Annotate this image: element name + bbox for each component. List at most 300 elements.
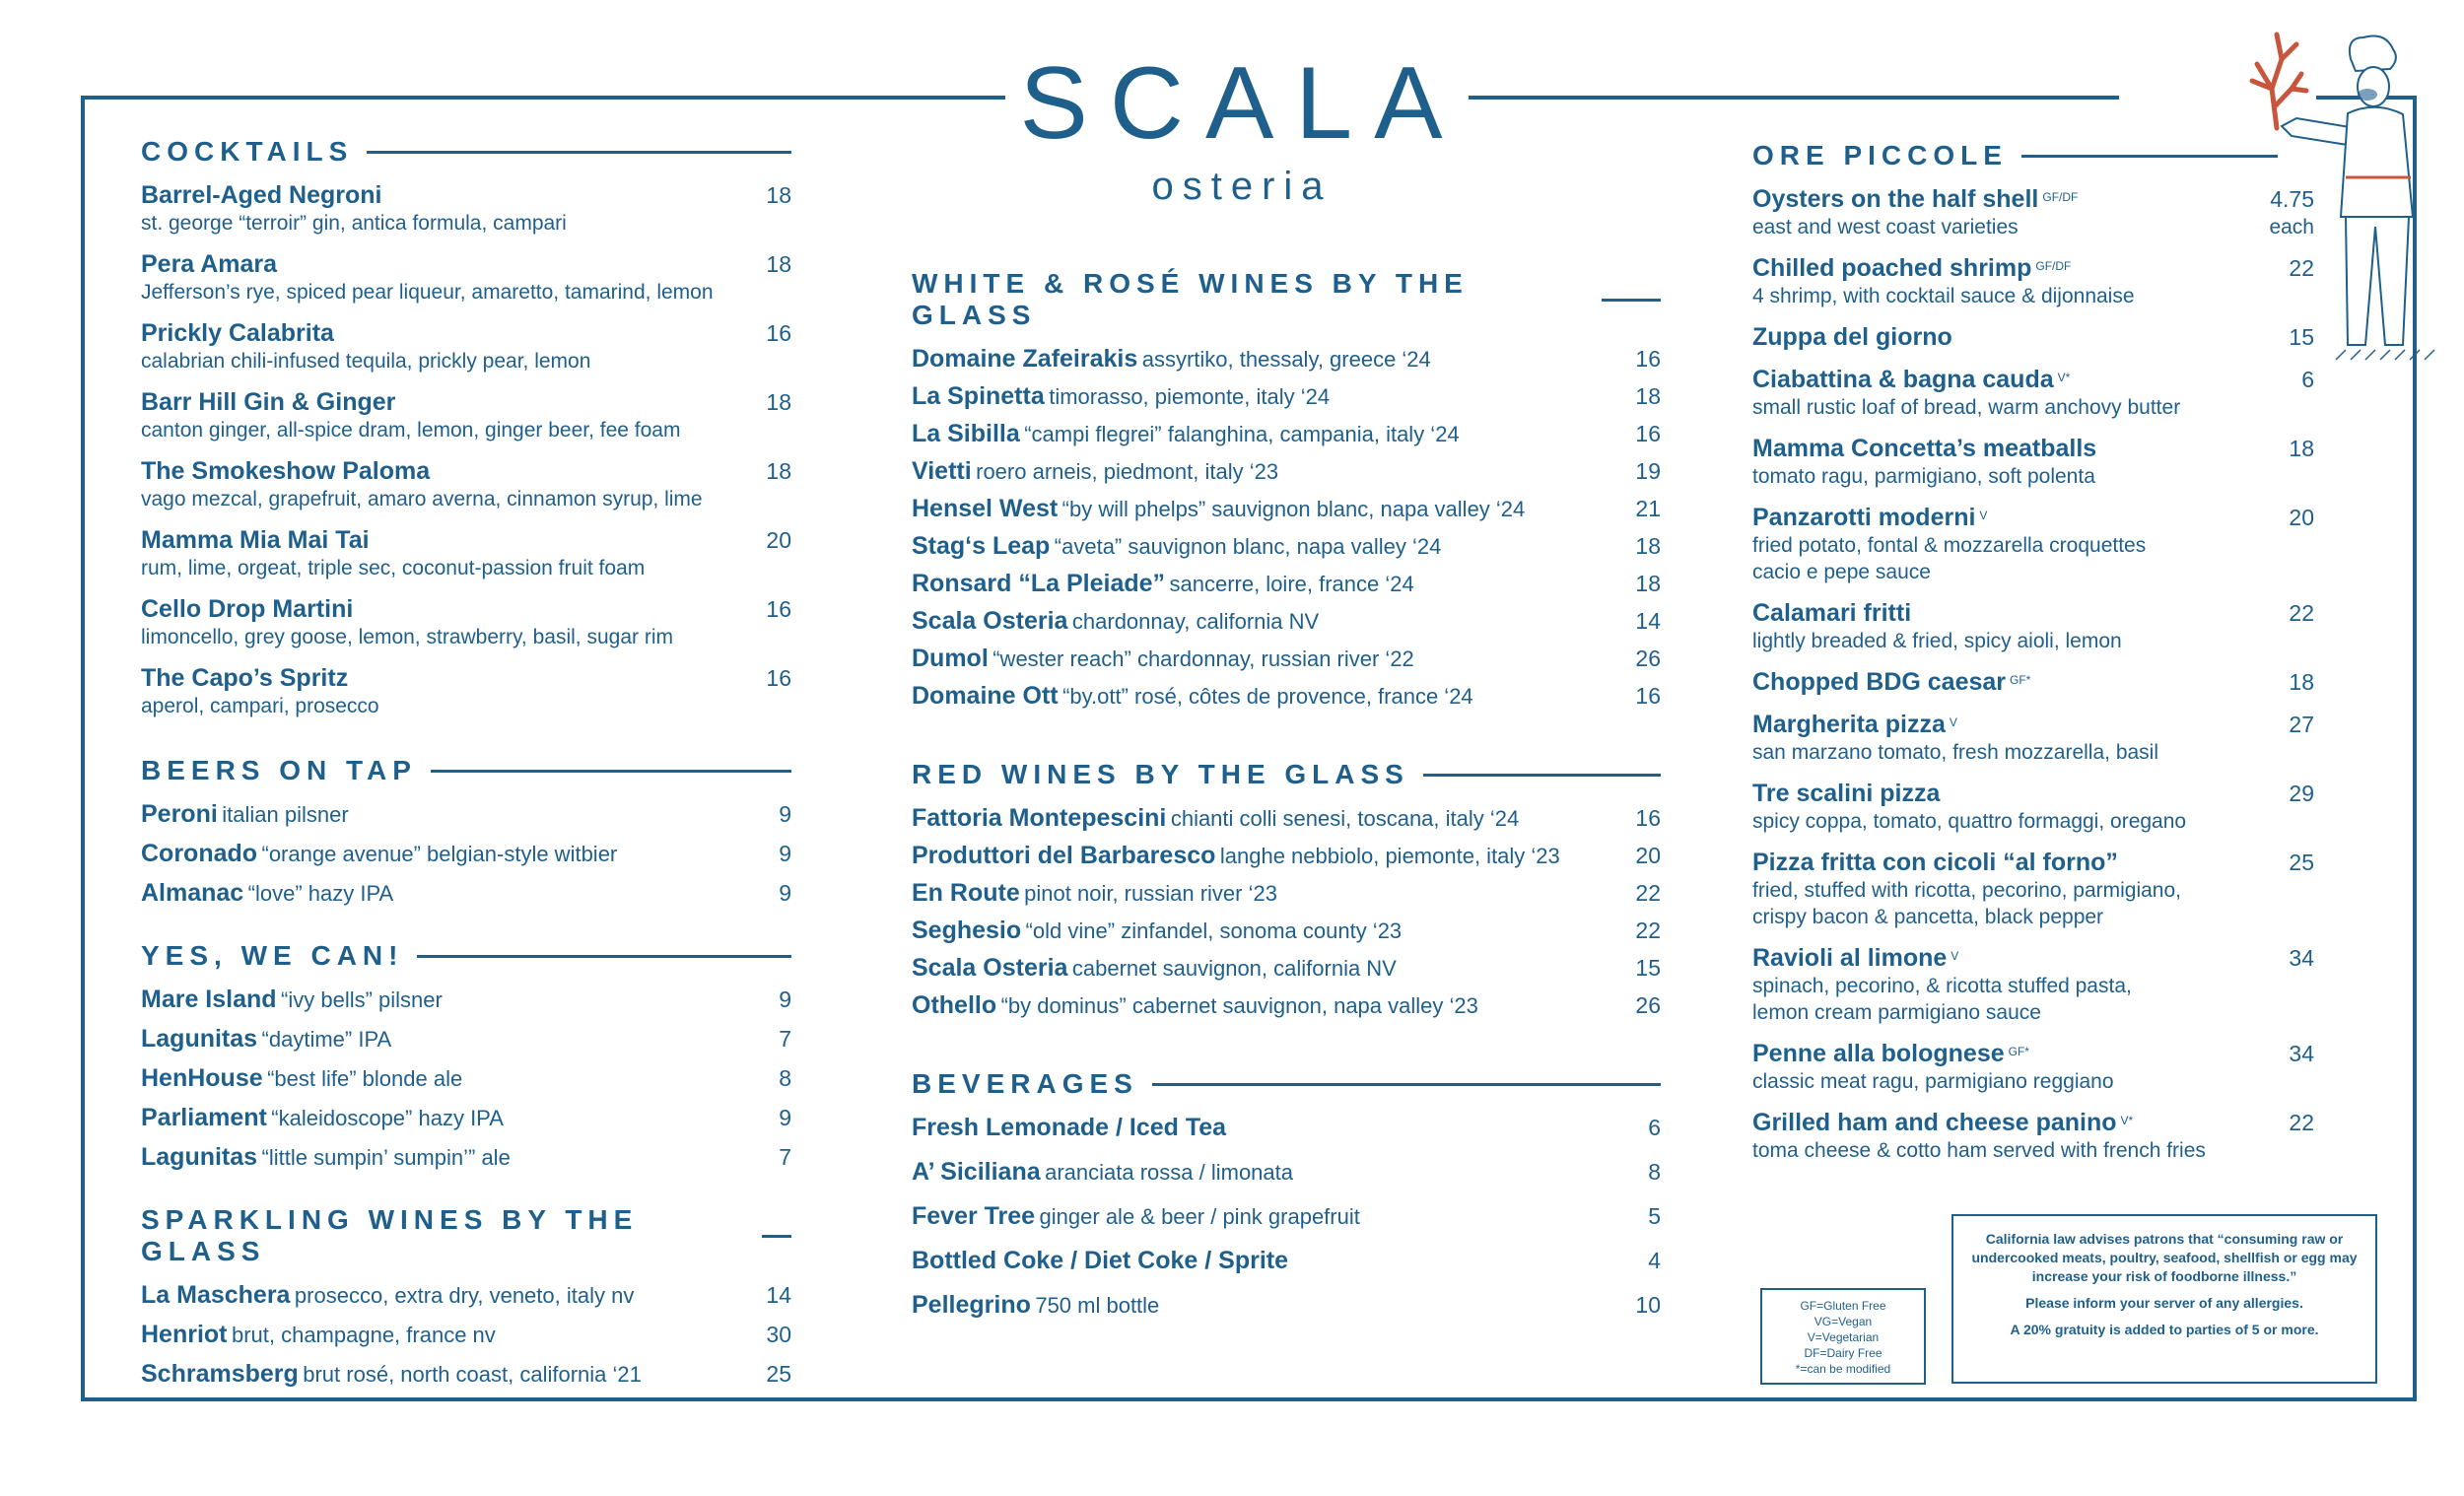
menu-item-desc: rum, lime, orgeat, triple sec, coconut-passion fruit foam xyxy=(141,557,646,579)
menu-item xyxy=(912,1202,1661,1231)
menu-item-price: 16 xyxy=(766,320,791,346)
menu-item-title xyxy=(141,840,732,868)
menu-item-title xyxy=(912,879,1602,908)
menu-item-price: 18 xyxy=(766,458,791,484)
menu-item-name: La Maschera xyxy=(141,1281,291,1309)
menu-item xyxy=(141,388,791,443)
menu-item-name: En Route xyxy=(912,879,1020,907)
menu-item-name: Tre scalini pizza xyxy=(1752,780,1941,807)
menu-item-title xyxy=(141,664,732,693)
sparkling-heading: SPARKLING WINES BY THE GLASS xyxy=(141,1204,791,1267)
ore-list xyxy=(1752,185,2314,1164)
menu-item-price: 6 xyxy=(2301,367,2314,392)
menu-item-name: Panzarotti moderni xyxy=(1752,504,1976,531)
menu-item-desc: toma cheese & cotto ham served with french fries xyxy=(1752,1139,2206,1162)
menu-item xyxy=(912,1247,1661,1275)
menu-item-name: Chopped BDG caesar xyxy=(1752,668,2007,696)
menu-item xyxy=(1752,435,2314,490)
menu-item xyxy=(912,532,1661,561)
menu-item-title xyxy=(141,319,732,348)
menu-item-header xyxy=(1752,668,2314,697)
menu-item-desc: “by will phelps” sauvignon blanc, napa valley ‘24 xyxy=(1061,497,1526,521)
menu-item-title xyxy=(1752,599,2255,628)
menu-item-header xyxy=(1752,1040,2314,1068)
menu-item-header xyxy=(1752,366,2314,394)
menu-item-desc-row xyxy=(1752,739,2314,766)
menu-item-header xyxy=(141,181,791,210)
menu-item-price: 16 xyxy=(766,596,791,622)
menu-item xyxy=(1752,599,2314,654)
menu-item-price: 15 xyxy=(1635,955,1661,981)
menu-item-title xyxy=(141,1104,732,1132)
menu-item-header xyxy=(141,388,791,417)
menu-item-desc: “by dominus” cabernet sauvignon, napa valley ‘23 xyxy=(1000,993,1478,1018)
menu-item-price: 21 xyxy=(1635,496,1661,521)
menu-item xyxy=(912,345,1661,374)
menu-item-price: 22 xyxy=(2289,255,2314,281)
menu-item xyxy=(1752,780,2314,835)
menu-item-title xyxy=(1752,944,2255,973)
menu-item-price: 20 xyxy=(766,527,791,553)
menu-item-header xyxy=(141,319,791,348)
menu-item-title xyxy=(141,388,732,417)
menu-item-title xyxy=(141,879,732,908)
menu-item-title xyxy=(912,991,1602,1020)
menu-item-desc: vago mezcal, grapefruit, amaro averna, cinnamon syrup, lime xyxy=(141,488,703,510)
menu-item xyxy=(1752,944,2314,1026)
menu-item-header xyxy=(141,664,791,693)
menu-item-name: Parliament xyxy=(141,1104,267,1131)
menu-item-desc-row xyxy=(141,693,791,719)
menu-item-price: 18 xyxy=(1635,383,1661,409)
menu-item-desc: aranciata rossa / limonata xyxy=(1045,1160,1293,1185)
menu-item-desc: cabernet sauvignon, california NV xyxy=(1071,956,1397,981)
menu-item-title xyxy=(141,457,732,486)
menu-item-price: 4.75 xyxy=(2270,186,2314,212)
menu-item-desc: canton ginger, all-spice dram, lemon, ginger beer, fee foam xyxy=(141,419,681,442)
menu-item-name: Lagunitas xyxy=(141,1025,258,1053)
menu-item-title xyxy=(1752,849,2255,877)
menu-item-name: Seghesio xyxy=(912,917,1022,944)
menu-item-title xyxy=(912,645,1602,673)
menu-item-title xyxy=(912,954,1602,983)
menu-item-price: 22 xyxy=(1635,918,1661,943)
menu-item-name: Oysters on the half shell xyxy=(1752,185,2039,213)
menu-item-name: Henriot xyxy=(141,1321,228,1348)
menu-item-desc: tomato ragu, parmigiano, soft polenta xyxy=(1752,465,2095,488)
notice-allergies: Please inform your server of any allergies. xyxy=(2025,1295,2303,1311)
menu-item xyxy=(1752,1109,2314,1164)
menu-item-desc: limoncello, grey goose, lemon, strawberry, basil, sugar rim xyxy=(141,626,673,648)
menu-item-name: Zuppa del giorno xyxy=(1752,323,1952,351)
menu-item xyxy=(1752,185,2314,240)
menu-item-desc: sancerre, loire, france ‘24 xyxy=(1169,572,1414,596)
column-drinks-left xyxy=(141,136,791,1399)
menu-item-price: 5 xyxy=(1648,1203,1661,1229)
menu-item-desc: “kaleidoscope” hazy IPA xyxy=(271,1106,504,1130)
menu-item xyxy=(912,1114,1661,1142)
red-heading: RED WINES BY THE GLASS xyxy=(912,759,1661,790)
menu-item xyxy=(1752,668,2314,697)
menu-item xyxy=(141,181,791,237)
menu-item-desc-row xyxy=(141,486,791,512)
menu-item-desc: spinach, pecorino, & ricotta stuffed pasta, xyxy=(1752,975,2132,997)
notice-consumption: California law advises patrons that “consuming raw or undercooked meats, poultry, seafood, shellfish or egg may increase your risk of foodborne illness.” xyxy=(1971,1231,2358,1284)
menu-item-header xyxy=(1752,185,2314,214)
menu-item xyxy=(912,495,1661,523)
menu-item xyxy=(141,526,791,581)
menu-item-name: Scala Osteria xyxy=(912,607,1068,635)
menu-item-name: La Spinetta xyxy=(912,382,1045,410)
dietary-tag: GF* xyxy=(2010,672,2031,687)
menu-item-name: Pizza fritta con cicoli “al forno” xyxy=(1752,849,2118,876)
menu-item-name: Domaine Zafeirakis xyxy=(912,345,1138,373)
menu-item-title xyxy=(912,495,1602,523)
menu-item-name: Ravioli al limone xyxy=(1752,944,1948,972)
menu-item-price: 18 xyxy=(766,182,791,208)
dietary-tag: V* xyxy=(2120,1113,2134,1127)
menu-item-name: Stag‘s Leap xyxy=(912,532,1051,560)
menu-item-title xyxy=(912,1291,1602,1320)
menu-item-title xyxy=(141,595,732,624)
menu-item-desc: ginger ale & beer / pink grapefruit xyxy=(1039,1204,1360,1229)
menu-item xyxy=(1752,504,2314,585)
menu-item-title xyxy=(912,532,1602,561)
menu-item-title xyxy=(912,570,1602,598)
menu-item-name: La Sibilla xyxy=(912,420,1020,447)
menu-item xyxy=(912,991,1661,1020)
menu-item-price: 18 xyxy=(2289,436,2314,461)
menu-item-desc: “love” hazy IPA xyxy=(247,881,394,906)
menu-item-price: 14 xyxy=(766,1282,791,1308)
menu-item-name: Almanac xyxy=(141,879,244,907)
menu-item-desc-row xyxy=(1752,283,2314,309)
menu-item-desc-row xyxy=(1752,628,2314,654)
menu-item-title xyxy=(912,382,1602,411)
menu-item-title xyxy=(912,1158,1602,1187)
menu-item-desc: Jefferson’s rye, spiced pear liqueur, amaretto, tamarind, lemon xyxy=(141,281,714,304)
menu-item-price: 16 xyxy=(1635,805,1661,831)
menu-item-desc: classic meat ragu, parmigiano reggiano xyxy=(1752,1070,2114,1093)
menu-item-price: 9 xyxy=(779,1105,791,1130)
white-list xyxy=(912,345,1661,711)
menu-item-price: 25 xyxy=(766,1361,791,1387)
menu-item-title xyxy=(1752,780,2255,808)
menu-item-title xyxy=(912,345,1602,374)
dietary-tag: V* xyxy=(2057,370,2071,384)
menu-item-price: 14 xyxy=(1635,608,1661,634)
menu-item-header xyxy=(1752,1109,2314,1137)
sparkling-list xyxy=(141,1281,791,1389)
menu-item-price: 29 xyxy=(2289,781,2314,806)
menu-item-desc: “old vine” zinfandel, sonoma county ‘23 xyxy=(1025,918,1403,943)
menu-item-desc: “by.ott” rosé, côtes de provence, france ‘24 xyxy=(1062,684,1473,709)
menu-item-title xyxy=(141,250,732,279)
menu-item-price: 8 xyxy=(779,1065,791,1091)
menu-item xyxy=(141,457,791,512)
menu-item-price: 22 xyxy=(2289,600,2314,626)
menu-item xyxy=(1752,254,2314,309)
menu-item-desc: assyrtiko, thessaly, greece ‘24 xyxy=(1141,347,1431,372)
menu-item-price: 18 xyxy=(766,251,791,277)
menu-item-desc-row xyxy=(1752,1068,2314,1095)
menu-item xyxy=(141,800,791,829)
menu-item xyxy=(912,954,1661,983)
white-heading: WHITE & ROSÉ WINES BY THE GLASS xyxy=(912,268,1661,331)
menu-item-desc-row xyxy=(141,624,791,650)
menu-item xyxy=(1752,711,2314,766)
menu-item-header xyxy=(141,526,791,555)
menu-item-desc-row xyxy=(1752,1137,2314,1164)
menu-item-name: Schramsberg xyxy=(141,1360,299,1388)
menu-item-header xyxy=(1752,711,2314,739)
menu-item-header xyxy=(1752,254,2314,283)
menu-item-price: 18 xyxy=(766,389,791,415)
menu-item xyxy=(912,570,1661,598)
menu-item-name: Barr Hill Gin & Ginger xyxy=(141,388,396,416)
menu-item-desc-row xyxy=(141,210,791,237)
menu-item-desc-row xyxy=(141,417,791,443)
menu-item-title xyxy=(912,1247,1602,1275)
menu-item-price: 22 xyxy=(1635,880,1661,906)
menu-item-desc: crispy bacon & pancetta, black pepper xyxy=(1752,906,2104,928)
dietary-tag: V xyxy=(1979,508,1988,522)
menu-item-desc: aperol, campari, prosecco xyxy=(141,695,379,717)
menu-item-header xyxy=(1752,944,2314,973)
menu-item-name: Hensel West xyxy=(912,495,1059,522)
menu-item-desc: “ivy bells” pilsner xyxy=(281,987,443,1012)
dietary-legend xyxy=(1760,1288,1926,1385)
menu-item-title xyxy=(912,607,1602,636)
menu-item-desc: lemon cream parmigiano sauce xyxy=(1752,1001,2041,1024)
menu-item-price: 18 xyxy=(1635,533,1661,559)
menu-item-title xyxy=(1752,254,2255,283)
menu-item-desc-row xyxy=(1752,973,2314,999)
menu-item xyxy=(141,879,791,908)
menu-item-title xyxy=(141,526,732,555)
menu-item xyxy=(141,986,791,1014)
menu-item-price: 20 xyxy=(1635,843,1661,868)
menu-item-price: 9 xyxy=(779,880,791,906)
menu-item-header xyxy=(1752,780,2314,808)
menu-item-title xyxy=(141,1064,732,1093)
menu-item-title xyxy=(912,1202,1602,1231)
menu-item-name: Pera Amara xyxy=(141,250,278,278)
menu-item-desc: 750 ml bottle xyxy=(1035,1293,1160,1318)
logo-sub: osteria xyxy=(1151,165,1333,208)
menu-item-title xyxy=(1752,504,2255,532)
menu-item-title xyxy=(1752,366,2255,394)
menu-item-price: 26 xyxy=(1635,992,1661,1018)
menu-item-header xyxy=(1752,849,2314,877)
menu-item xyxy=(141,1360,791,1389)
menu-item xyxy=(912,917,1661,945)
menu-item-title xyxy=(1752,185,2255,214)
menu-item-header xyxy=(1752,504,2314,532)
menu-item-name: Lagunitas xyxy=(141,1143,258,1171)
menu-item-price: 16 xyxy=(1635,346,1661,372)
menu-item-title xyxy=(141,986,732,1014)
menu-item-title xyxy=(141,800,732,829)
beverages-heading: BEVERAGES xyxy=(912,1068,1661,1100)
menu-item-title xyxy=(141,1360,732,1389)
menu-item-desc: “aveta” sauvignon blanc, napa valley ‘24 xyxy=(1054,534,1442,559)
menu-item-name: Vietti xyxy=(912,457,972,485)
menu-item-desc-row xyxy=(141,279,791,306)
menu-item-price: 16 xyxy=(1635,421,1661,446)
notice-gratuity: A 20% gratuity is added to parties of 5 or more. xyxy=(2010,1322,2319,1337)
menu-item-price: 34 xyxy=(2289,945,2314,971)
menu-item xyxy=(1752,366,2314,421)
dietary-tag: GF/DF xyxy=(2042,189,2079,204)
menu-item-price: 9 xyxy=(779,801,791,827)
menu-item-name: Prickly Calabrita xyxy=(141,319,334,347)
menu-item-name: Scala Osteria xyxy=(912,954,1068,982)
menu-item-name: Dumol xyxy=(912,645,989,672)
menu-item xyxy=(912,804,1661,833)
menu-item-desc-row xyxy=(1752,394,2314,421)
menu-item xyxy=(912,607,1661,636)
menu-item-name: The Smokeshow Paloma xyxy=(141,457,431,485)
logo xyxy=(1015,46,1469,211)
menu-item xyxy=(1752,323,2314,352)
menu-item-name: Peroni xyxy=(141,800,218,828)
menu-item-price: 27 xyxy=(2289,712,2314,737)
menu-item-desc: italian pilsner xyxy=(222,802,349,827)
menu-item xyxy=(912,420,1661,448)
menu-item xyxy=(141,1025,791,1054)
menu-item-name: Mamma Concetta’s meatballs xyxy=(1752,435,2097,462)
menu-item-title xyxy=(1752,1109,2255,1137)
menu-item-name: A’ Siciliana xyxy=(912,1158,1041,1186)
menu-item-title xyxy=(141,1143,732,1172)
menu-item-title xyxy=(1752,435,2255,463)
menu-item-desc-row xyxy=(1752,877,2314,904)
menu-item-price: 4 xyxy=(1648,1248,1661,1273)
menu-item-title xyxy=(912,420,1602,448)
menu-item xyxy=(141,1143,791,1172)
menu-item xyxy=(141,319,791,374)
menu-item xyxy=(912,457,1661,486)
beers-list xyxy=(141,800,791,908)
menu-item-name: Mamma Mia Mai Tai xyxy=(141,526,370,554)
menu-item xyxy=(141,1064,791,1093)
legend-line: DF=Dairy Free xyxy=(1804,1346,1882,1360)
menu-item-desc: brut, champagne, france nv xyxy=(231,1323,496,1347)
menu-item xyxy=(141,1321,791,1349)
menu-item-desc-row xyxy=(1752,214,2314,240)
menu-item-price-unit: each xyxy=(2269,216,2314,238)
menu-item-desc: spicy coppa, tomato, quattro formaggi, oregano xyxy=(1752,810,2187,833)
menu-item-title xyxy=(912,804,1602,833)
red-list xyxy=(912,804,1661,1020)
menu-item-desc: pinot noir, russian river ‘23 xyxy=(1024,881,1277,906)
ore-heading: ORE PICCOLE xyxy=(1752,140,2314,171)
menu-item-price: 16 xyxy=(1635,683,1661,709)
menu-item-desc: “wester reach” chardonnay, russian river ‘22 xyxy=(992,646,1414,671)
menu-item-price: 7 xyxy=(779,1144,791,1170)
menu-item-name: Othello xyxy=(912,991,997,1019)
column-wines xyxy=(912,268,1661,1335)
menu-item-name: Barrel-Aged Negroni xyxy=(141,181,382,209)
menu-item-desc: “campi flegrei” falanghina, campania, italy ‘24 xyxy=(1024,422,1460,446)
menu-item-price: 10 xyxy=(1635,1292,1661,1318)
menu-item-desc: cacio e pepe sauce xyxy=(1752,561,1931,583)
menu-item xyxy=(912,645,1661,673)
menu-item-desc-row xyxy=(1752,532,2314,559)
menu-item-price: 18 xyxy=(1635,571,1661,596)
menu-item-price: 18 xyxy=(2289,669,2314,695)
menu-item-desc: small rustic loaf of bread, warm anchovy butter xyxy=(1752,396,2181,419)
menu-item-price: 22 xyxy=(2289,1110,2314,1135)
menu-item-desc: chianti colli senesi, toscana, italy ‘24 xyxy=(1170,806,1520,831)
cocktails-list xyxy=(141,181,791,719)
menu-item-title xyxy=(141,1321,732,1349)
menu-item xyxy=(141,595,791,650)
menu-item xyxy=(141,1281,791,1310)
menu-item-title xyxy=(912,1114,1602,1142)
menu-item-desc: “orange avenue” belgian-style witbier xyxy=(261,842,618,866)
column-food xyxy=(1752,140,2314,1178)
menu-item-desc: brut rosé, north coast, california ‘21 xyxy=(303,1362,642,1387)
menu-item-price: 30 xyxy=(766,1322,791,1347)
menu-item-name: Bottled Coke / Diet Coke / Sprite xyxy=(912,1247,1289,1274)
menu-item-header xyxy=(141,457,791,486)
menu-item-desc: fried, stuffed with ricotta, pecorino, parmigiano, xyxy=(1752,879,2182,902)
menu-item-desc: st. george “terroir” gin, antica formula, campari xyxy=(141,212,567,235)
dietary-tag: V xyxy=(1951,948,1959,963)
menu-item-title xyxy=(912,917,1602,945)
cans-list xyxy=(141,986,791,1172)
menu-item-name: Domaine Ott xyxy=(912,682,1059,710)
menu-item-header xyxy=(1752,599,2314,628)
legend-line: *=can be modified xyxy=(1795,1362,1891,1376)
menu-item-desc: 4 shrimp, with cocktail sauce & dijonnaise xyxy=(1752,285,2135,307)
menu-item-desc: roero arneis, piedmont, italy ‘23 xyxy=(976,459,1279,484)
menu-item-desc: “little sumpin’ sumpin’” ale xyxy=(261,1145,511,1170)
menu-item-price: 7 xyxy=(779,1026,791,1052)
menu-item-desc: chardonnay, california NV xyxy=(1071,609,1320,634)
dietary-tag: V xyxy=(1949,714,1957,729)
menu-item-title xyxy=(141,1281,732,1310)
menu-item-title xyxy=(1752,1040,2255,1068)
menu-item-name: Calamari fritti xyxy=(1752,599,1912,627)
menu-item-desc: prosecco, extra dry, veneto, italy nv xyxy=(294,1283,635,1308)
menu-item-desc: lightly breaded & fried, spicy aioli, lemon xyxy=(1752,630,2122,652)
menu-item-name: The Capo’s Spritz xyxy=(141,664,349,692)
menu-item xyxy=(141,250,791,306)
menu-item-name: Ronsard “La Pleiade” xyxy=(912,570,1166,597)
menu-item-name: Ciabattina & bagna cauda xyxy=(1752,366,2054,393)
menu-item-title xyxy=(1752,711,2255,739)
menu-item-title xyxy=(1752,668,2255,697)
menu-item-desc: east and west coast varieties xyxy=(1752,216,2019,238)
menu-item-desc-row xyxy=(1752,808,2314,835)
menu-item-name: HenHouse xyxy=(141,1064,263,1092)
menu-item-name: Pellegrino xyxy=(912,1291,1031,1319)
menu-item-price: 25 xyxy=(2289,850,2314,875)
menu-item-name: Produttori del Barbaresco xyxy=(912,842,1216,869)
menu-item-title xyxy=(1752,323,2255,352)
menu-item-title xyxy=(912,457,1602,486)
menu-item xyxy=(912,842,1661,870)
legend-line: V=Vegetarian xyxy=(1807,1330,1880,1344)
menu-item-desc: san marzano tomato, fresh mozzarella, basil xyxy=(1752,741,2159,764)
menu-item-desc: timorasso, piemonte, italy ‘24 xyxy=(1049,384,1331,409)
legend-line: VG=Vegan xyxy=(1814,1315,1873,1328)
menu-item-name: Cello Drop Martini xyxy=(141,595,354,623)
menu-item-name: Mare Island xyxy=(141,986,277,1013)
